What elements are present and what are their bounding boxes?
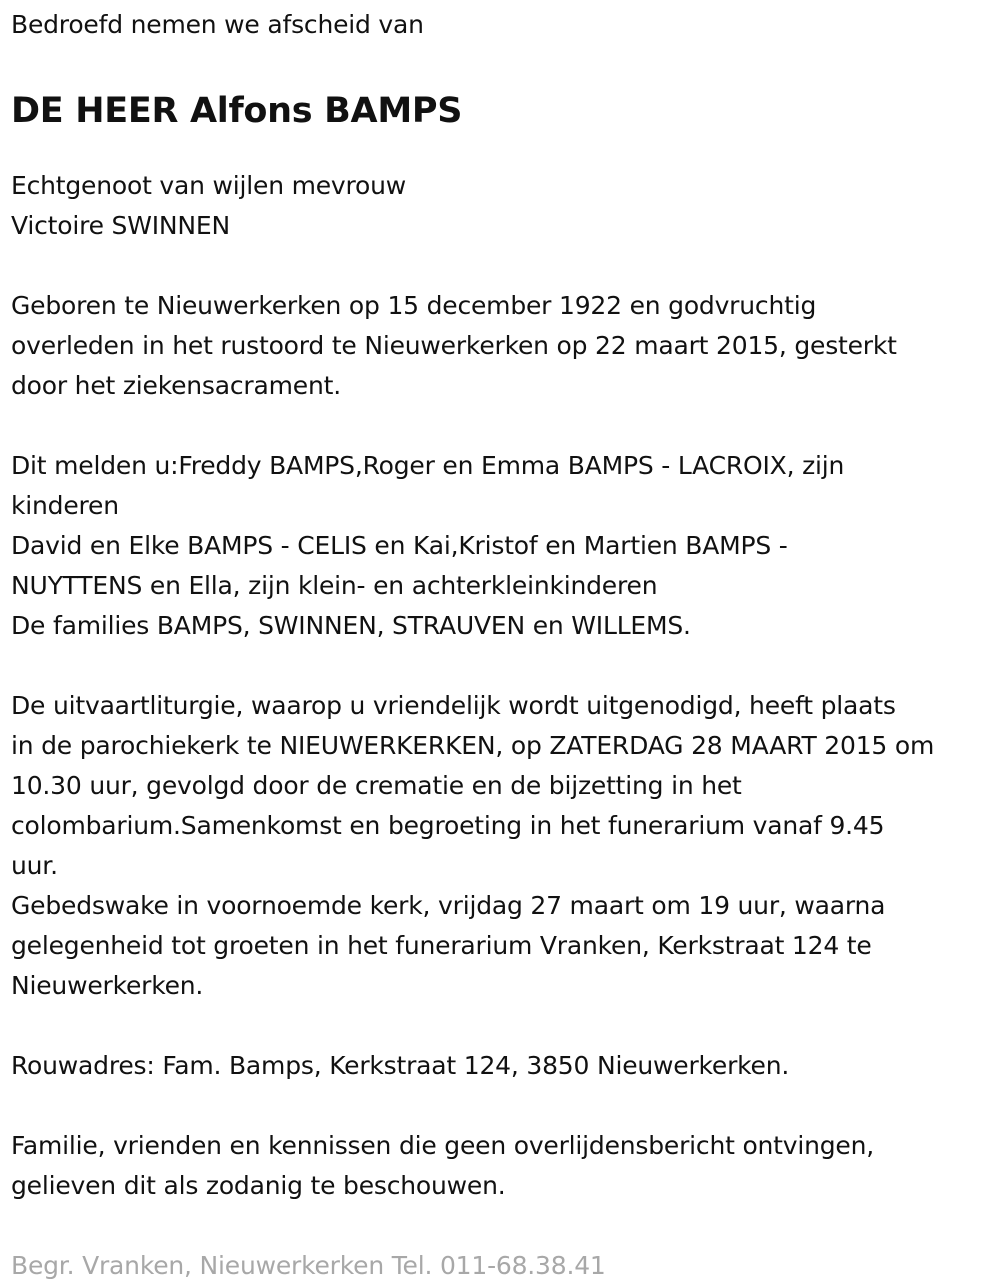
spacer (11, 246, 996, 286)
text-line: Geboren te Nieuwerkerken op 15 december 1922 en godvruchtig (11, 291, 817, 320)
text-line: colombarium.Samenkomst en begroeting in het funerarium vanaf 9.45 (11, 811, 885, 840)
text-line: kinderen (11, 491, 119, 520)
undertaker-footer: Begr. Vranken, Nieuwerkerken Tel. 011-68.38.41 (11, 1251, 606, 1280)
closing-paragraph (11, 1126, 996, 1206)
text-line: Gebedswake in voornoemde kerk, vrijdag 27 maart om 19 uur, waarna (11, 891, 886, 920)
deceased-name: DE HEER Alfons BAMPS (11, 91, 463, 131)
text-line: Nieuwerkerken. (11, 971, 204, 1000)
family-paragraph (11, 446, 996, 646)
intro-line: Bedroefd nemen we afscheid van (11, 10, 424, 39)
text-line: 10.30 uur, gevolgd door de crematie en de bijzetting in het (11, 771, 742, 800)
spacer (11, 1206, 996, 1246)
birth-death-paragraph (11, 286, 996, 406)
spacer (11, 406, 996, 446)
text-line: De uitvaartliturgie, waarop u vriendelijk wordt uitgenodigd, heeft plaats (11, 691, 896, 720)
funeral-paragraph (11, 686, 996, 1006)
text-line: uur. (11, 851, 58, 880)
spacer (11, 1086, 996, 1126)
text-line: overleden in het rustoord te Nieuwerkerken op 22 maart 2015, gesterkt (11, 331, 897, 360)
death-notice (11, 0, 996, 1286)
text-line: Familie, vrienden en kennissen die geen overlijdensbericht ontvingen, (11, 1131, 875, 1160)
text-line: NUYTTENS en Ella, zijn klein- en achterkleinkinderen (11, 571, 658, 600)
text-line: door het ziekensacrament. (11, 371, 341, 400)
spacer (11, 646, 996, 686)
text-line: in de parochiekerk te NIEUWERKERKEN, op ZATERDAG 28 MAART 2015 om (11, 731, 935, 760)
text-line: Dit melden u:Freddy BAMPS,Roger en Emma BAMPS - LACROIX, zijn (11, 451, 845, 480)
spouse-block (11, 166, 996, 246)
text-line: gelegenheid tot groeten in het funerarium Vranken, Kerkstraat 124 te (11, 931, 872, 960)
spacer (11, 1006, 996, 1046)
text-line: David en Elke BAMPS - CELIS en Kai,Kristof en Martien BAMPS - (11, 531, 788, 560)
spouse-line: Victoire SWINNEN (11, 211, 231, 240)
mourning-address: Rouwadres: Fam. Bamps, Kerkstraat 124, 3850 Nieuwerkerken. (11, 1051, 790, 1080)
text-line: De families BAMPS, SWINNEN, STRAUVEN en WILLEMS. (11, 611, 691, 640)
spouse-line: Echtgenoot van wijlen mevrouw (11, 171, 407, 200)
text-line: gelieven dit als zodanig te beschouwen. (11, 1171, 506, 1200)
